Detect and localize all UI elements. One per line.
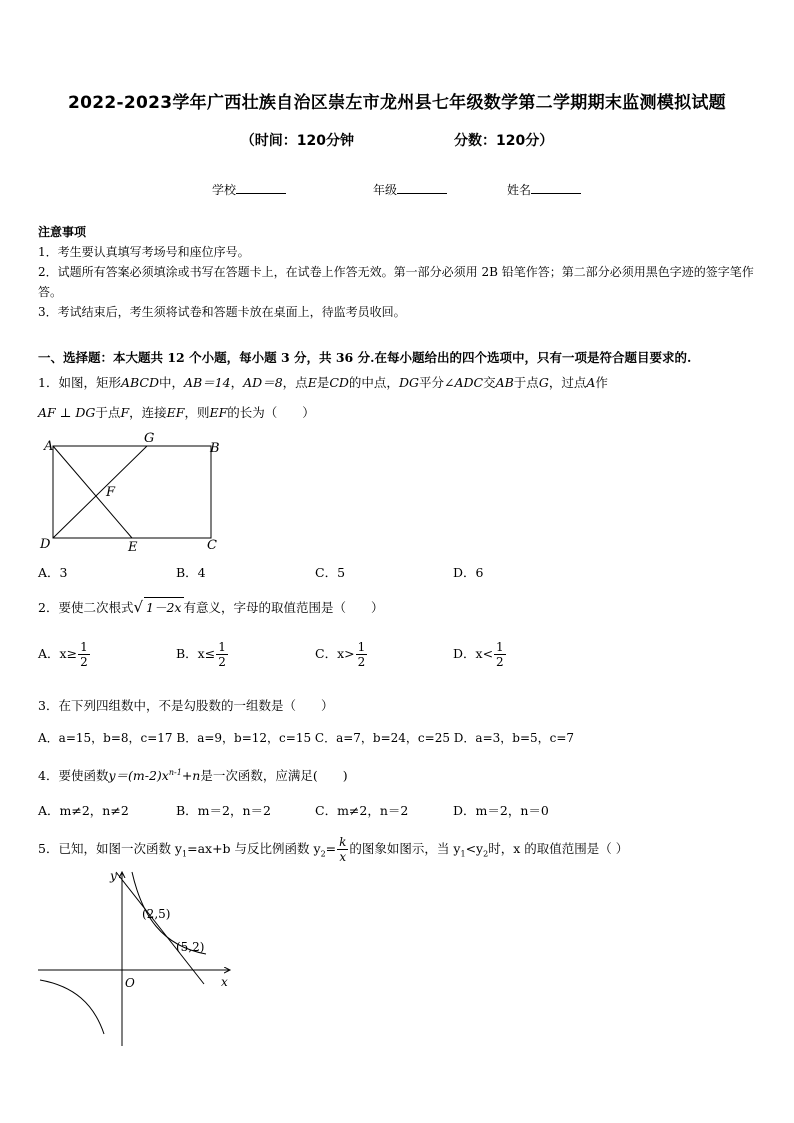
q2-option-prefix: C．x> (315, 646, 355, 661)
q4-text: 4．要使函数 (38, 768, 109, 784)
fraction (78, 640, 90, 669)
fraction (356, 640, 368, 669)
q1-text: 1．如图，矩形 (38, 375, 121, 390)
q1-text: 是 (316, 375, 330, 390)
origin-label: O (125, 976, 135, 990)
q1-math: DG (398, 375, 419, 390)
question-5 (38, 835, 758, 865)
q5-text: 时，x 的取值范围是（ ） (488, 841, 629, 856)
q1-math: AF ⊥ DG (38, 405, 96, 420)
fraction (216, 640, 228, 669)
fraction (337, 835, 348, 864)
q1-text: 平分 (418, 375, 444, 390)
linear-function-line (116, 872, 204, 984)
q5-text: <y (465, 841, 484, 856)
y-axis-label: y (110, 869, 117, 883)
q2-option-d (453, 640, 507, 669)
point-label-2-5: (2,5) (142, 907, 171, 921)
fraction-numerator: 1 (357, 640, 366, 654)
q1-text: ，连接 (129, 405, 167, 420)
q1-math: ∠ADC (443, 375, 484, 390)
label-f: F (106, 485, 116, 500)
fraction (494, 640, 506, 669)
q4-function: +n (181, 768, 201, 784)
q5-subscript: 2 (483, 849, 489, 859)
notice-item: 1．考生要认真填写考场号和座位序号。 (38, 245, 250, 259)
q1-text: 的中点， (348, 375, 399, 390)
q1-math: ABCD (120, 375, 159, 390)
question-3: 3．在下列四组数中，不是勾股数的一组数是（ ） (38, 698, 334, 713)
fraction-denominator: 2 (218, 655, 226, 669)
notice-heading: 注意事项 (38, 225, 87, 239)
q4-option-b: B．m＝2，n＝2 (176, 803, 271, 818)
label-c: C (207, 538, 217, 553)
notice-block (38, 222, 758, 322)
fraction-numerator: 1 (496, 640, 504, 654)
q1-math: AB＝14 (184, 375, 231, 390)
q5-text: 5．已知，如图一次函数 y (38, 841, 182, 856)
fraction-numerator: 1 (80, 640, 88, 654)
fraction-denominator: 2 (357, 655, 366, 669)
q1-math: G (538, 375, 549, 390)
q1-option-b: B．4 (176, 565, 206, 580)
q1-text: ，过点 (548, 375, 587, 390)
q5-text: =ax+b 与反比例函数 y (187, 841, 321, 856)
q5-text: 的图象如图示，当 y (349, 841, 461, 856)
section-heading: 一、选择题：本大题共 12 个小题，每小题 3 分，共 36 分.在每小题给出的四个选项中，只有一项是符合题目要求的. (38, 350, 692, 365)
q2-option-b (176, 640, 229, 669)
q4-option-d: D．m＝2，n＝0 (453, 803, 549, 818)
q4-option-c: C．m≠2，n＝2 (315, 803, 409, 818)
school-label: 学校 (212, 183, 237, 197)
question-2 (38, 597, 758, 618)
q1-text: ，则 (184, 405, 210, 420)
q5-subscript: 1 (460, 849, 466, 859)
label-d: D (40, 537, 51, 552)
grade-blank (397, 181, 447, 194)
sqrt-icon: √ (133, 598, 144, 616)
hyperbola-third-quadrant (40, 980, 104, 1034)
q1-math: EF (209, 405, 228, 420)
q5-subscript: 2 (320, 849, 326, 859)
q1-math: AD＝8 (243, 375, 283, 390)
school-field (212, 181, 286, 198)
q2-option-prefix: B．x≤ (176, 646, 216, 661)
q1-text: 作 (595, 375, 608, 390)
q1-option-c: C．5 (315, 565, 346, 580)
rectangle-figure (36, 430, 236, 555)
label-g: G (144, 431, 155, 446)
q4-option-a: A．m≠2，n≠2 (38, 803, 129, 818)
name-label: 姓名 (507, 183, 532, 197)
name-field (507, 181, 581, 198)
grade-field (373, 181, 447, 198)
fraction-denominator: 2 (496, 655, 504, 669)
q5-text: = (325, 841, 337, 856)
q4-text: 是一次函数，应满足( ) (200, 768, 348, 784)
segment-dg (53, 446, 147, 538)
q4-exponent: n-1 (168, 768, 182, 777)
score-label: 分数：120分） (454, 133, 554, 149)
q2-option-prefix: D．x< (453, 646, 494, 661)
q2-option-prefix: A．x≥ (38, 646, 78, 661)
exam-meta (0, 130, 794, 150)
question-4 (38, 763, 758, 786)
q1-math: F (120, 405, 130, 420)
q2-text: 有意义，字母的取值范围是（ ） (183, 600, 384, 615)
fraction-denominator: 2 (80, 655, 88, 669)
point-label-5-2: (5,2) (176, 940, 205, 954)
q2-text: 2．要使二次根式 (38, 600, 134, 615)
page-title: 2022-2023学年广西壮族自治区崇左市龙州县七年级数学第二学期期末监测模拟试题 (68, 93, 726, 113)
q1-math: CD (329, 375, 349, 390)
x-axis-label: x (221, 975, 228, 989)
q1-text: 于点 (513, 375, 539, 390)
q1-option-d: D．6 (453, 565, 484, 580)
segment-ae (53, 446, 132, 538)
q1-math: EF (166, 405, 185, 420)
q1-math: E (307, 375, 317, 390)
fraction-numerator: k (339, 835, 347, 849)
q2-option-c (315, 640, 368, 669)
function-graph (36, 866, 246, 1051)
q1-text: ，点 (282, 375, 308, 390)
q2-option-a (38, 640, 91, 669)
q1-option-a: A．3 (38, 565, 68, 580)
question-1-line2 (38, 403, 758, 423)
name-blank (531, 181, 581, 194)
label-b: B (210, 441, 220, 456)
grade-label: 年级 (373, 183, 398, 197)
q3-options: A．a=15，b=8，c=17 B．a=9，b=12，c=15 C．a=7，b=24，c=25 D．a=3，b=5，c=7 (38, 731, 575, 745)
label-a: A (44, 439, 54, 454)
q5-subscript: 1 (182, 849, 188, 859)
q1-math: A (586, 375, 596, 390)
time-label: （时间：120分钟 (240, 133, 354, 149)
fraction-numerator: 1 (218, 640, 226, 654)
fraction-denominator: x (339, 850, 347, 864)
rectangle-abcd (53, 446, 211, 538)
q1-text: 交 (483, 375, 496, 390)
q1-text: 的长为（ ） (227, 405, 315, 420)
question-1 (38, 373, 758, 393)
label-e: E (128, 540, 138, 555)
notice-item: 3．考试结束后，考生须将试卷和答题卡放在桌面上，待监考员收回。 (38, 305, 406, 319)
q1-text: 中， (159, 375, 185, 390)
q2-radicand: 1－2x (144, 597, 183, 618)
notice-item: 2．试题所有答案必须填涂或书写在答题卡上，在试卷上作答无效。第一部分必须用 2B 铅笔作答；第二部分必须用黑色字迹的签字笔作答。 (38, 265, 754, 299)
q4-function: y＝(m-2)x (108, 768, 169, 784)
q1-math: AB (495, 375, 514, 390)
q1-text: 于点 (95, 405, 121, 420)
q1-text: ， (230, 375, 244, 390)
school-blank (236, 181, 286, 194)
